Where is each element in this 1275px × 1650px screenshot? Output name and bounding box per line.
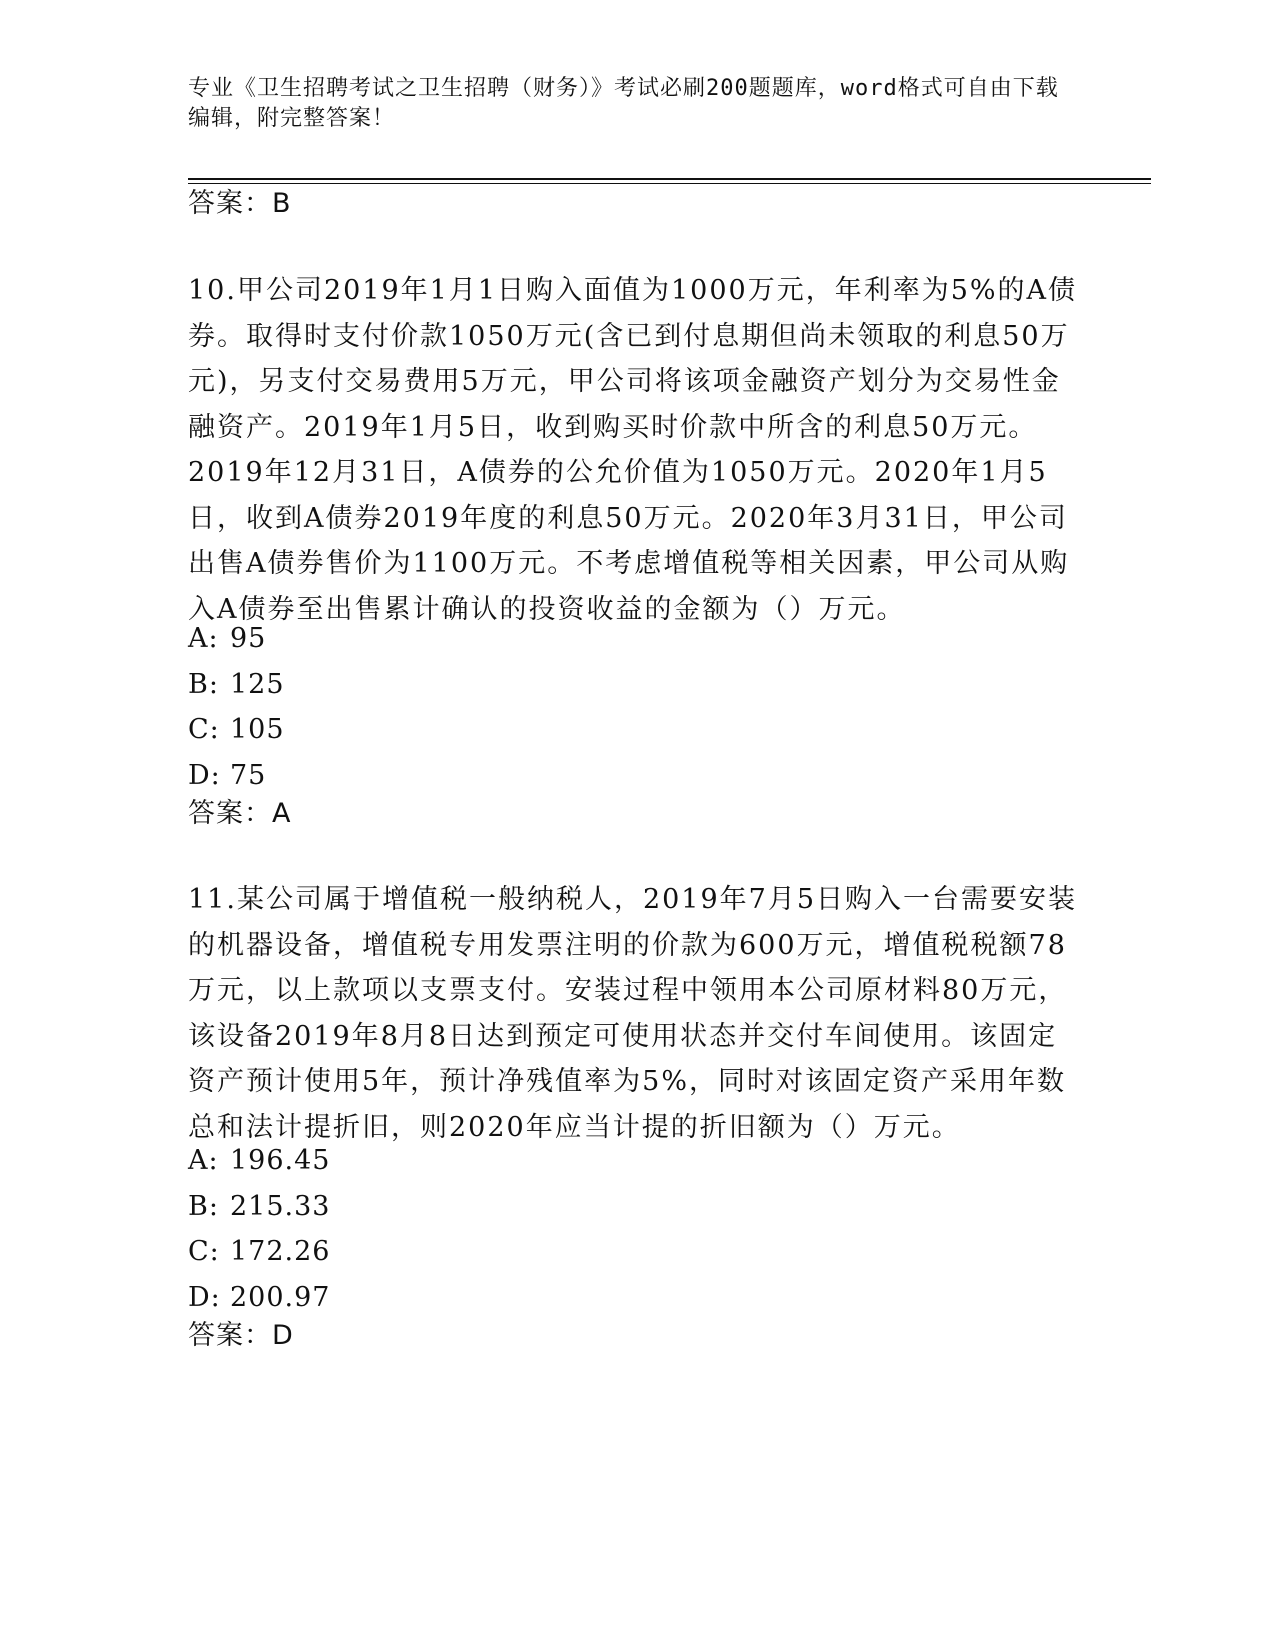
- option-value: 215.33: [230, 1190, 331, 1222]
- option-a: [188, 1138, 330, 1184]
- option-letter: C:: [188, 714, 220, 745]
- question-10-options: [188, 616, 285, 798]
- option-value: 105: [230, 714, 285, 745]
- question-10-answer: 答案：A: [188, 798, 292, 829]
- question-11-options: [188, 1138, 330, 1320]
- option-letter: B:: [188, 668, 219, 700]
- document-header: 专业《卫生招聘考试之卫生招聘（财务）》考试必刷200题题库，word格式可自由下载编辑，附完整答案！: [188, 76, 1059, 131]
- option-d: [188, 1275, 330, 1321]
- option-value: 125: [230, 668, 285, 700]
- option-c: [188, 1229, 330, 1275]
- option-letter: D:: [188, 759, 221, 791]
- option-letter: B:: [188, 1190, 219, 1222]
- option-value: 200.97: [230, 1281, 331, 1313]
- question-11-text: 11.某公司属于增值税一般纳税人，2019年7月5日购入一台需要安装的机器设备，增值税专用发票注明的价款为600万元，增值税税额78万元，以上款项以支票支付。安装过程中领用本公司原材料80万元，该设备2019年8月8日达到预定可使用状态并交付车间使用。该固定资产预计使用5年，预计净残值率为5%，同时对该固定资产采用年数总和法计提折旧，则2020年应当计提的折旧额为（）万元。: [188, 884, 1078, 1143]
- option-value: 172.26: [230, 1236, 331, 1267]
- option-b: [188, 1184, 330, 1230]
- previous-answer: 答案：B: [188, 188, 292, 219]
- header-divider-thin: [188, 183, 1151, 184]
- option-value: 95: [230, 623, 267, 654]
- option-a: [188, 616, 285, 662]
- option-value: 196.45: [230, 1145, 331, 1176]
- question-10-text: 10.甲公司2019年1月1日购入面值为1000万元，年利率为5%的A债券。取得时支付价款1050万元(含已到付息期但尚未领取的利息50万元)，另支付交易费用5万元，甲公司将该项金融资产划分为交易性金融资产。2019年1月5日，收到购买时价款中所含的利息50万元。2019年12月31日，A债券的公允价值为1050万元。2020年1月5日，收到A债券2019年度的利息50万元。2020年3月31日，甲公司出售A债券售价为1100万元。不考虑增值税等相关因素，甲公司从购入A债券至出售累计确认的投资收益的金额为（）万元。: [188, 275, 1078, 625]
- option-letter: D:: [188, 1281, 221, 1313]
- option-letter: A:: [188, 623, 219, 654]
- header-divider-thick: [188, 178, 1151, 180]
- option-letter: C:: [188, 1236, 220, 1267]
- option-b: [188, 662, 285, 708]
- option-value: 75: [230, 759, 267, 791]
- question-11-answer: 答案：D: [188, 1320, 294, 1351]
- option-c: [188, 707, 285, 753]
- option-d: [188, 753, 285, 799]
- option-letter: A:: [188, 1145, 219, 1176]
